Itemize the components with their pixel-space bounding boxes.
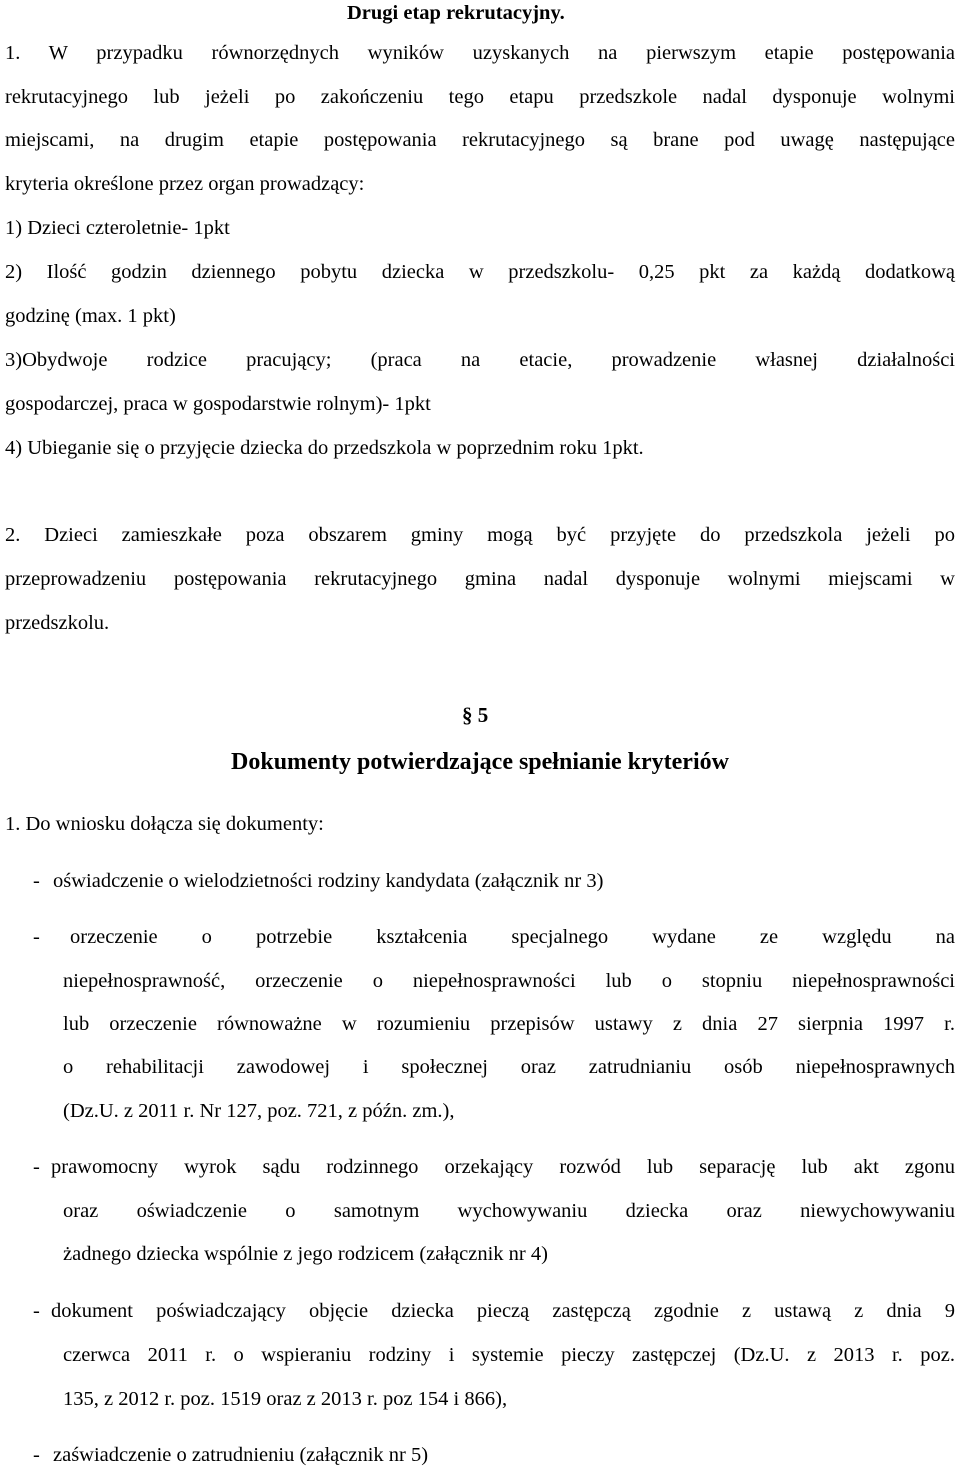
paragraph-line: 2. Dzieci zamieszkałe poza obszarem gminy mogą być przyjęte do przedszkola jeżeli po	[5, 524, 955, 546]
document-line: orzeczenie o potrzebie kształcenia specjalnego wydane ze względu na	[70, 926, 955, 948]
list-dash: -	[33, 1156, 40, 1178]
document-line: niepełnosprawność, orzeczenie o niepełnosprawności lub o stopniu niepełnosprawności	[63, 970, 955, 992]
criterion-item: 4) Ubieganie się o przyjęcie dziecka do przedszkola w poprzednim roku 1pkt.	[5, 437, 644, 459]
document-line: czerwca 2011 r. o wspieraniu rodziny i systemie pieczy zastępczej (Dz.U. z 2013 r. poz.	[63, 1344, 955, 1366]
document-line: o rehabilitacji zawodowej i społecznej oraz zatrudnianiu osób niepełnosprawnych	[63, 1056, 955, 1078]
document-line: 135, z 2012 r. poz. 1519 oraz z 2013 r. poz 154 i 866),	[63, 1388, 508, 1410]
document-line: prawomocny wyrok sądu rodzinnego orzekający rozwód lub separację lub akt zgonu	[51, 1156, 955, 1178]
criterion-item-continuation: gospodarczej, praca w gospodarstwie rolnym)- 1pkt	[5, 393, 431, 415]
document-line: żadnego dziecka wspólnie z jego rodzicem (załącznik nr 4)	[63, 1243, 548, 1265]
documents-intro: 1. Do wniosku dołącza się dokumenty:	[5, 813, 324, 835]
list-dash: -	[33, 1300, 40, 1322]
document-line: lub orzeczenie równoważne w rozumieniu przepisów ustawy z dnia 27 sierpnia 1997 r.	[63, 1013, 955, 1035]
paragraph-line: rekrutacyjnego lub jeżeli po zakończeniu tego etapu przedszkole nadal dysponuje wolnymi	[5, 86, 955, 108]
paragraph-line: przeprowadzeniu postępowania rekrutacyjnego gmina nadal dysponuje wolnymi miejscami w	[5, 568, 955, 590]
section-number: § 5	[462, 703, 489, 727]
page-heading: Drugi etap rekrutacyjny.	[347, 2, 565, 24]
document-line: (Dz.U. z 2011 r. Nr 127, poz. 721, z późn. zm.),	[63, 1100, 455, 1122]
section-title: Dokumenty potwierdzające spełnianie kryteriów	[231, 749, 729, 775]
document-line: dokument poświadczający objęcie dziecka pieczą zastępczą zgodnie z ustawą z dnia 9	[51, 1300, 955, 1322]
paragraph-line: miejscami, na drugim etapie postępowania rekrutacyjnego są brane pod uwagę następujące	[5, 129, 955, 151]
list-dash: -	[33, 870, 40, 892]
criterion-item: 1) Dzieci czteroletnie- 1pkt	[5, 217, 230, 239]
document-line: oświadczenie o wielodzietności rodziny kandydata (załącznik nr 3)	[53, 870, 604, 892]
list-dash: -	[33, 1444, 40, 1466]
paragraph-line: kryteria określone przez organ prowadzący:	[5, 173, 365, 195]
list-dash: -	[33, 926, 40, 948]
criterion-item: 3)Obydwoje rodzice pracujący; (praca na etacie, prowadzenie własnej działalności	[5, 349, 955, 371]
criterion-item-continuation: godzinę (max. 1 pkt)	[5, 305, 176, 327]
paragraph-line: 1. W przypadku równorzędnych wyników uzyskanych na pierwszym etapie postępowania	[5, 42, 955, 64]
document-line: oraz oświadczenie o samotnym wychowywaniu dziecka oraz niewychowywaniu	[63, 1200, 955, 1222]
criterion-item: 2) Ilość godzin dziennego pobytu dziecka w przedszkolu- 0,25 pkt za każdą dodatkową	[5, 261, 955, 283]
document-line: zaświadczenie o zatrudnieniu (załącznik nr 5)	[53, 1444, 429, 1466]
paragraph-line: przedszkolu.	[5, 612, 110, 634]
